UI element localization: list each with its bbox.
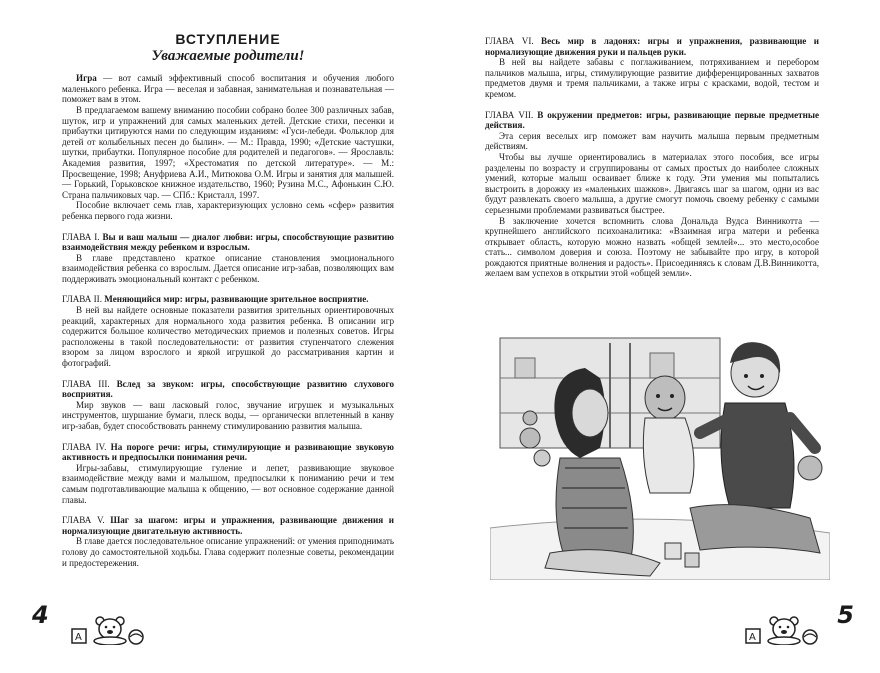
chapter-7-body: Эта серия веселых игр поможет вам научить малыша первым предметным действиям. (485, 130, 819, 152)
right-page (440, 0, 880, 673)
chapter-3-body: Мир звуков — ваш ласковый голос, звучание игрушек и музыкальных инструментов, шуршание бумаги, плеск воды, — органически вплетенный в канву игр-забав, будет способствовать раннему стимулированию развития малыша. (62, 399, 394, 431)
intro-paragraph-3: Пособие включает семь глав, характеризующих условно семь «сфер» развития ребенка первого года жизни. (62, 200, 394, 221)
chapter-7-title: ГЛАВА VII. В окружении предметов: игры, развивающие первые предметные действия. (485, 109, 819, 131)
closing-paragraph-2: В заключение хочется вспомнить слова Дональда Вудса Винникотта — крупнейшего английского психоаналитика: «Взаимная игра матери и ребенка открывает область, которую можно назвать «общей землей»... это место,особое стать... символом доверия и союза. Поэтому не забывайте про игру, в которой рождаются приятные волнения и радость». Присоединяясь к словам Д.В.Винникотта, желаем вам успехов в открытии этой «общей земли». (485, 215, 819, 279)
page-number-left: 4 (32, 601, 49, 629)
chapter-5-title: ГЛАВА V. Шаг за шагом: игры и упражнения, развивающие движения и нормализующие двигательную активность. (62, 515, 394, 536)
teddy-bear-toys-icon (744, 611, 824, 645)
left-column (62, 31, 395, 568)
chapter-2-title: ГЛАВА II. Меняющийся мир: игры, развивающие зрительное восприятие. (62, 294, 369, 305)
chapter-6-title: ГЛАВА VI. Весь мир в ладонях: игры и упражнения, развивающие и нормализующие движения руки и пальцев руки. (485, 36, 819, 57)
chapter-6-body: В ней вы найдете забавы с поглаживанием, потряхиванием и перебором пальчиков малыша, игры, стимулирующие развитие дифференцированных захватов предметов двумя и тремя пальчиками, а также игры с красками, водой, тестом и кремом. (485, 57, 819, 99)
chapter-1-title: ГЛАВА I. Вы и ваш малыш — диалог любви: игры, способствующие развитию взаимодействия между ребенком и взрослым. (62, 231, 395, 253)
svg-text:A: A (75, 632, 82, 643)
right-column (485, 36, 819, 279)
chapter-1-body: В главе представлено краткое описание становления эмоционального взаимодействия ребенка со взрослым. Дается описание игр-забав, позволяющих вам поддерживать эмоциональный контакт с ребенком. (62, 252, 394, 284)
intro-paragraph-2: В предлагаемом вашему вниманию пособии собрано более 300 различных забав, шуток, игр и упражнений для самых маленьких детей. Детские стихи, песенки и прибаутки цитируются нами по следующим изданиям: «Гуси-лебеди. Фольклор для детей от колыбельных песен до былин». — М.: Правда, 1990; «Детские частушки, шутки, прибаутки. Популярное пособие для родителей и педагогов». — Ярославль: Академия развития, 1997; «Хрестоматия по детской литературе». — М.: Просвещение, 1998; Ануфриева А.И., Митюкова О.М. Игры и занятия для малышей. — Горький, Горьковское книжное издательство, 1960; Рузина М.С., Афонькин С.Ю. Страна пальчиковых чар. — СПб.: Кристалл, 1997. (62, 104, 394, 200)
chapter-5-body: В главе дается последовательное описание упражнений: от умения приподнимать голову до самостоятельной ходьбы. Глава содержит полезные советы, рекомендации и предостережения. (62, 536, 394, 568)
page-heading: ВСТУПЛЕНИЕ (175, 31, 281, 47)
chapter-4-body: Игры-забавы, стимулирующие гуление и лепет, развивающие звуковое взаимодействие между вами и малышом, предпосылки к пониманию речи и тем самым подготавливающие малыша к общению, — вот основное содержание данной главы. (62, 462, 394, 505)
teddy-bear-toys-icon (70, 611, 150, 645)
chapter-2-body: В ней вы найдете основные показатели развития зрительных ориентировочных реакций, характерных для нормального хода развития ребенка. В описании игр содержится большое количество методических приемов и полезных советов. Игры расположены в такой последовательности: от развития ступенчатого слежения взором за лицом взрослого и яркой игрушкой до рассматривания картин и фотографий. (62, 305, 394, 369)
chapter-3-title: ГЛАВА III. Вслед за звуком: игры, способствующие развитию слухового восприятия. (62, 378, 394, 400)
page-number-right: 5 (837, 601, 854, 629)
chapter-4-title: ГЛАВА IV. На пороге речи: игры, стимулирующие и развивающие звуковую активность и предпосылки понимания речи. (62, 441, 394, 463)
closing-paragraph-1: Чтобы вы лучше ориентировались в материалах этого пособия, все игры разделены по возрасту и сгруппированы от самых простых до наиболее сложных умений, которые малыш осваивает ближе к году. Эти умения мы попытались выстроить в дорожку из «маленьких шажков». Двигаясь шаг за шагом, одни из вас будут развлекать своего малыша, а другие смогут помочь своему ребенку с самыми серьезными проблемами развиваться быстрее. (485, 151, 819, 215)
intro-paragraph-1: Игра — вот самый эффективный способ воспитания и обучения любого маленького ребенка. Игра — веселая и забавная, занимательная и познавательная — поможет вам в этом. (62, 73, 394, 105)
family-playing-illustration (490, 318, 830, 580)
svg-text:A: A (749, 632, 756, 643)
page-subheading: Уважаемые родители! (151, 47, 305, 64)
